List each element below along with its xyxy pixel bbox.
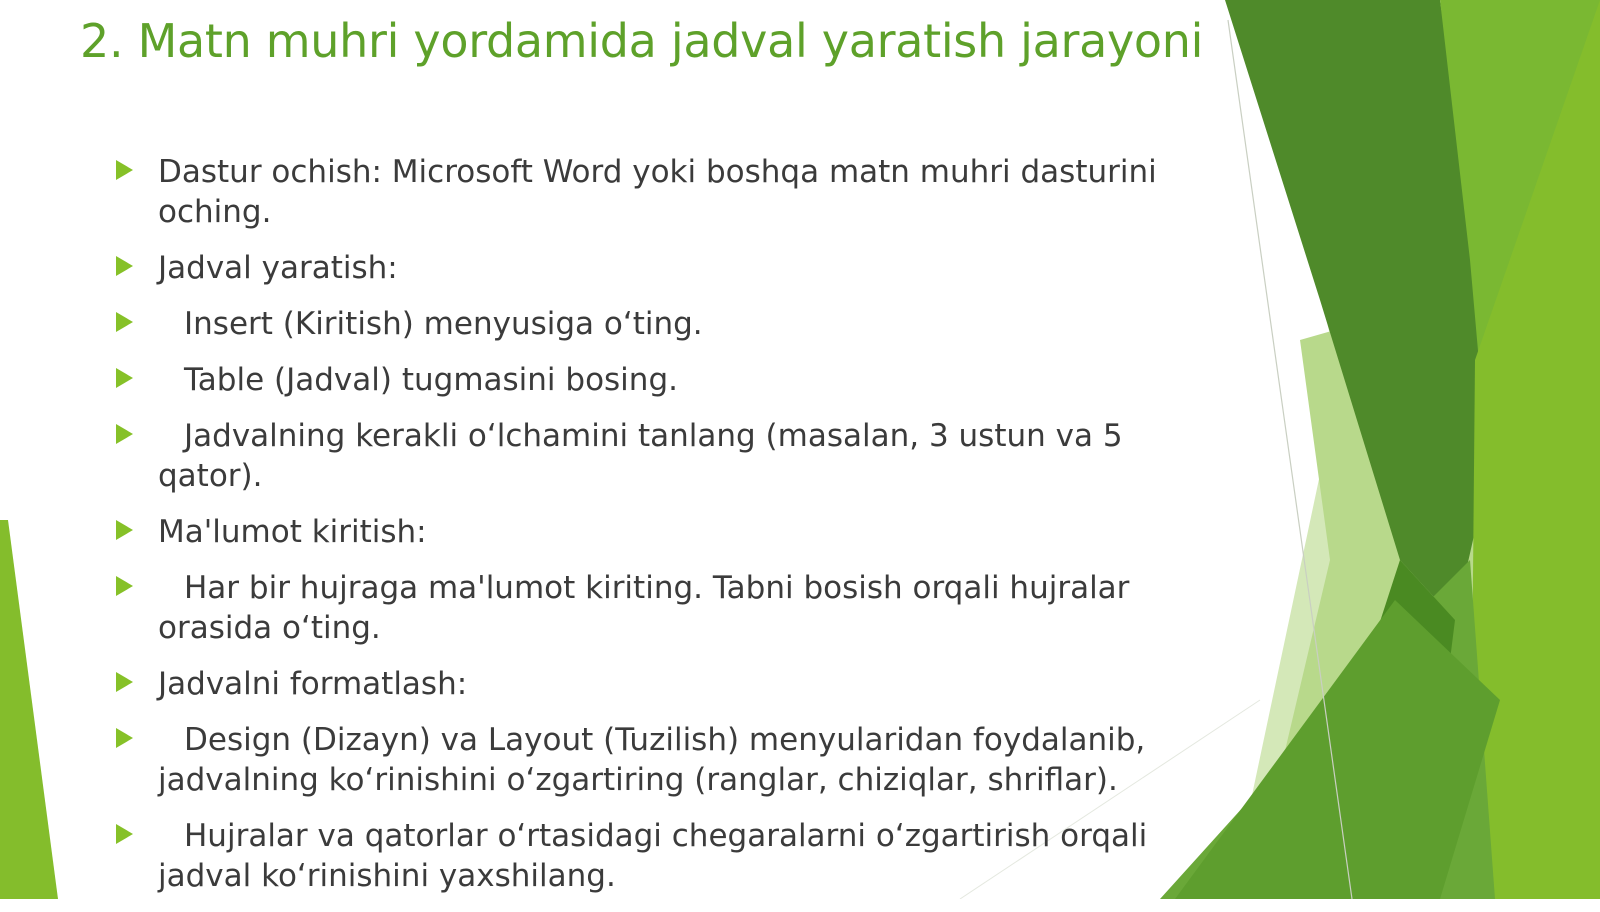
list-item <box>112 416 1192 496</box>
triangle-right-icon <box>116 312 133 332</box>
bullet-list <box>112 152 1192 912</box>
bullet-text: Jadval yaratish: <box>158 250 398 286</box>
triangle-right-icon <box>116 520 133 540</box>
triangle-right-icon <box>116 576 133 596</box>
triangle-right-icon <box>116 672 133 692</box>
bullet-text: Insert (Kiritish) menyusiga oʻting. <box>184 306 703 342</box>
triangle-right-icon <box>116 368 133 388</box>
list-item <box>112 816 1192 896</box>
bullet-text: Har bir hujraga ma'lumot kiriting. Tabni bosish orqali hujralar orasida oʻting. <box>158 570 1130 646</box>
deco-left-strip <box>0 520 58 899</box>
list-item <box>112 512 1192 552</box>
list-item <box>112 304 1192 344</box>
bullet-text: Jadvalning kerakli oʻlchamini tanlang (masalan, 3 ustun va 5 qator). <box>158 418 1123 494</box>
bullet-text: Hujralar va qatorlar oʻrtasidagi chegaralarni oʻzgartirish orqali jadval koʻrinishini yaxshilang. <box>158 818 1148 894</box>
list-item <box>112 720 1192 800</box>
list-item <box>112 664 1192 704</box>
bullet-text: Design (Dizayn) va Layout (Tuzilish) menyularidan foydalanib, jadvalning koʻrinishini oʻzgartiring (ranglar, chiziqlar, shriflar). <box>158 722 1146 798</box>
triangle-right-icon <box>116 256 133 276</box>
bullet-text: Table (Jadval) tugmasini bosing. <box>184 362 678 398</box>
list-item <box>112 248 1192 288</box>
triangle-right-icon <box>116 160 133 180</box>
list-item <box>112 152 1192 232</box>
bullet-text: Dastur ochish: Microsoft Word yoki boshqa matn muhri dasturini oching. <box>158 154 1157 230</box>
triangle-right-icon <box>116 728 133 748</box>
bullet-text: Jadvalni formatlash: <box>158 666 468 702</box>
bullet-text: Ma'lumot kiritish: <box>158 514 427 550</box>
list-item <box>112 568 1192 648</box>
list-item <box>112 360 1192 400</box>
triangle-right-icon <box>116 824 133 844</box>
triangle-right-icon <box>116 424 133 444</box>
slide-title: 2. Matn muhri yordamida jadval yaratish jarayoni <box>80 14 1204 68</box>
